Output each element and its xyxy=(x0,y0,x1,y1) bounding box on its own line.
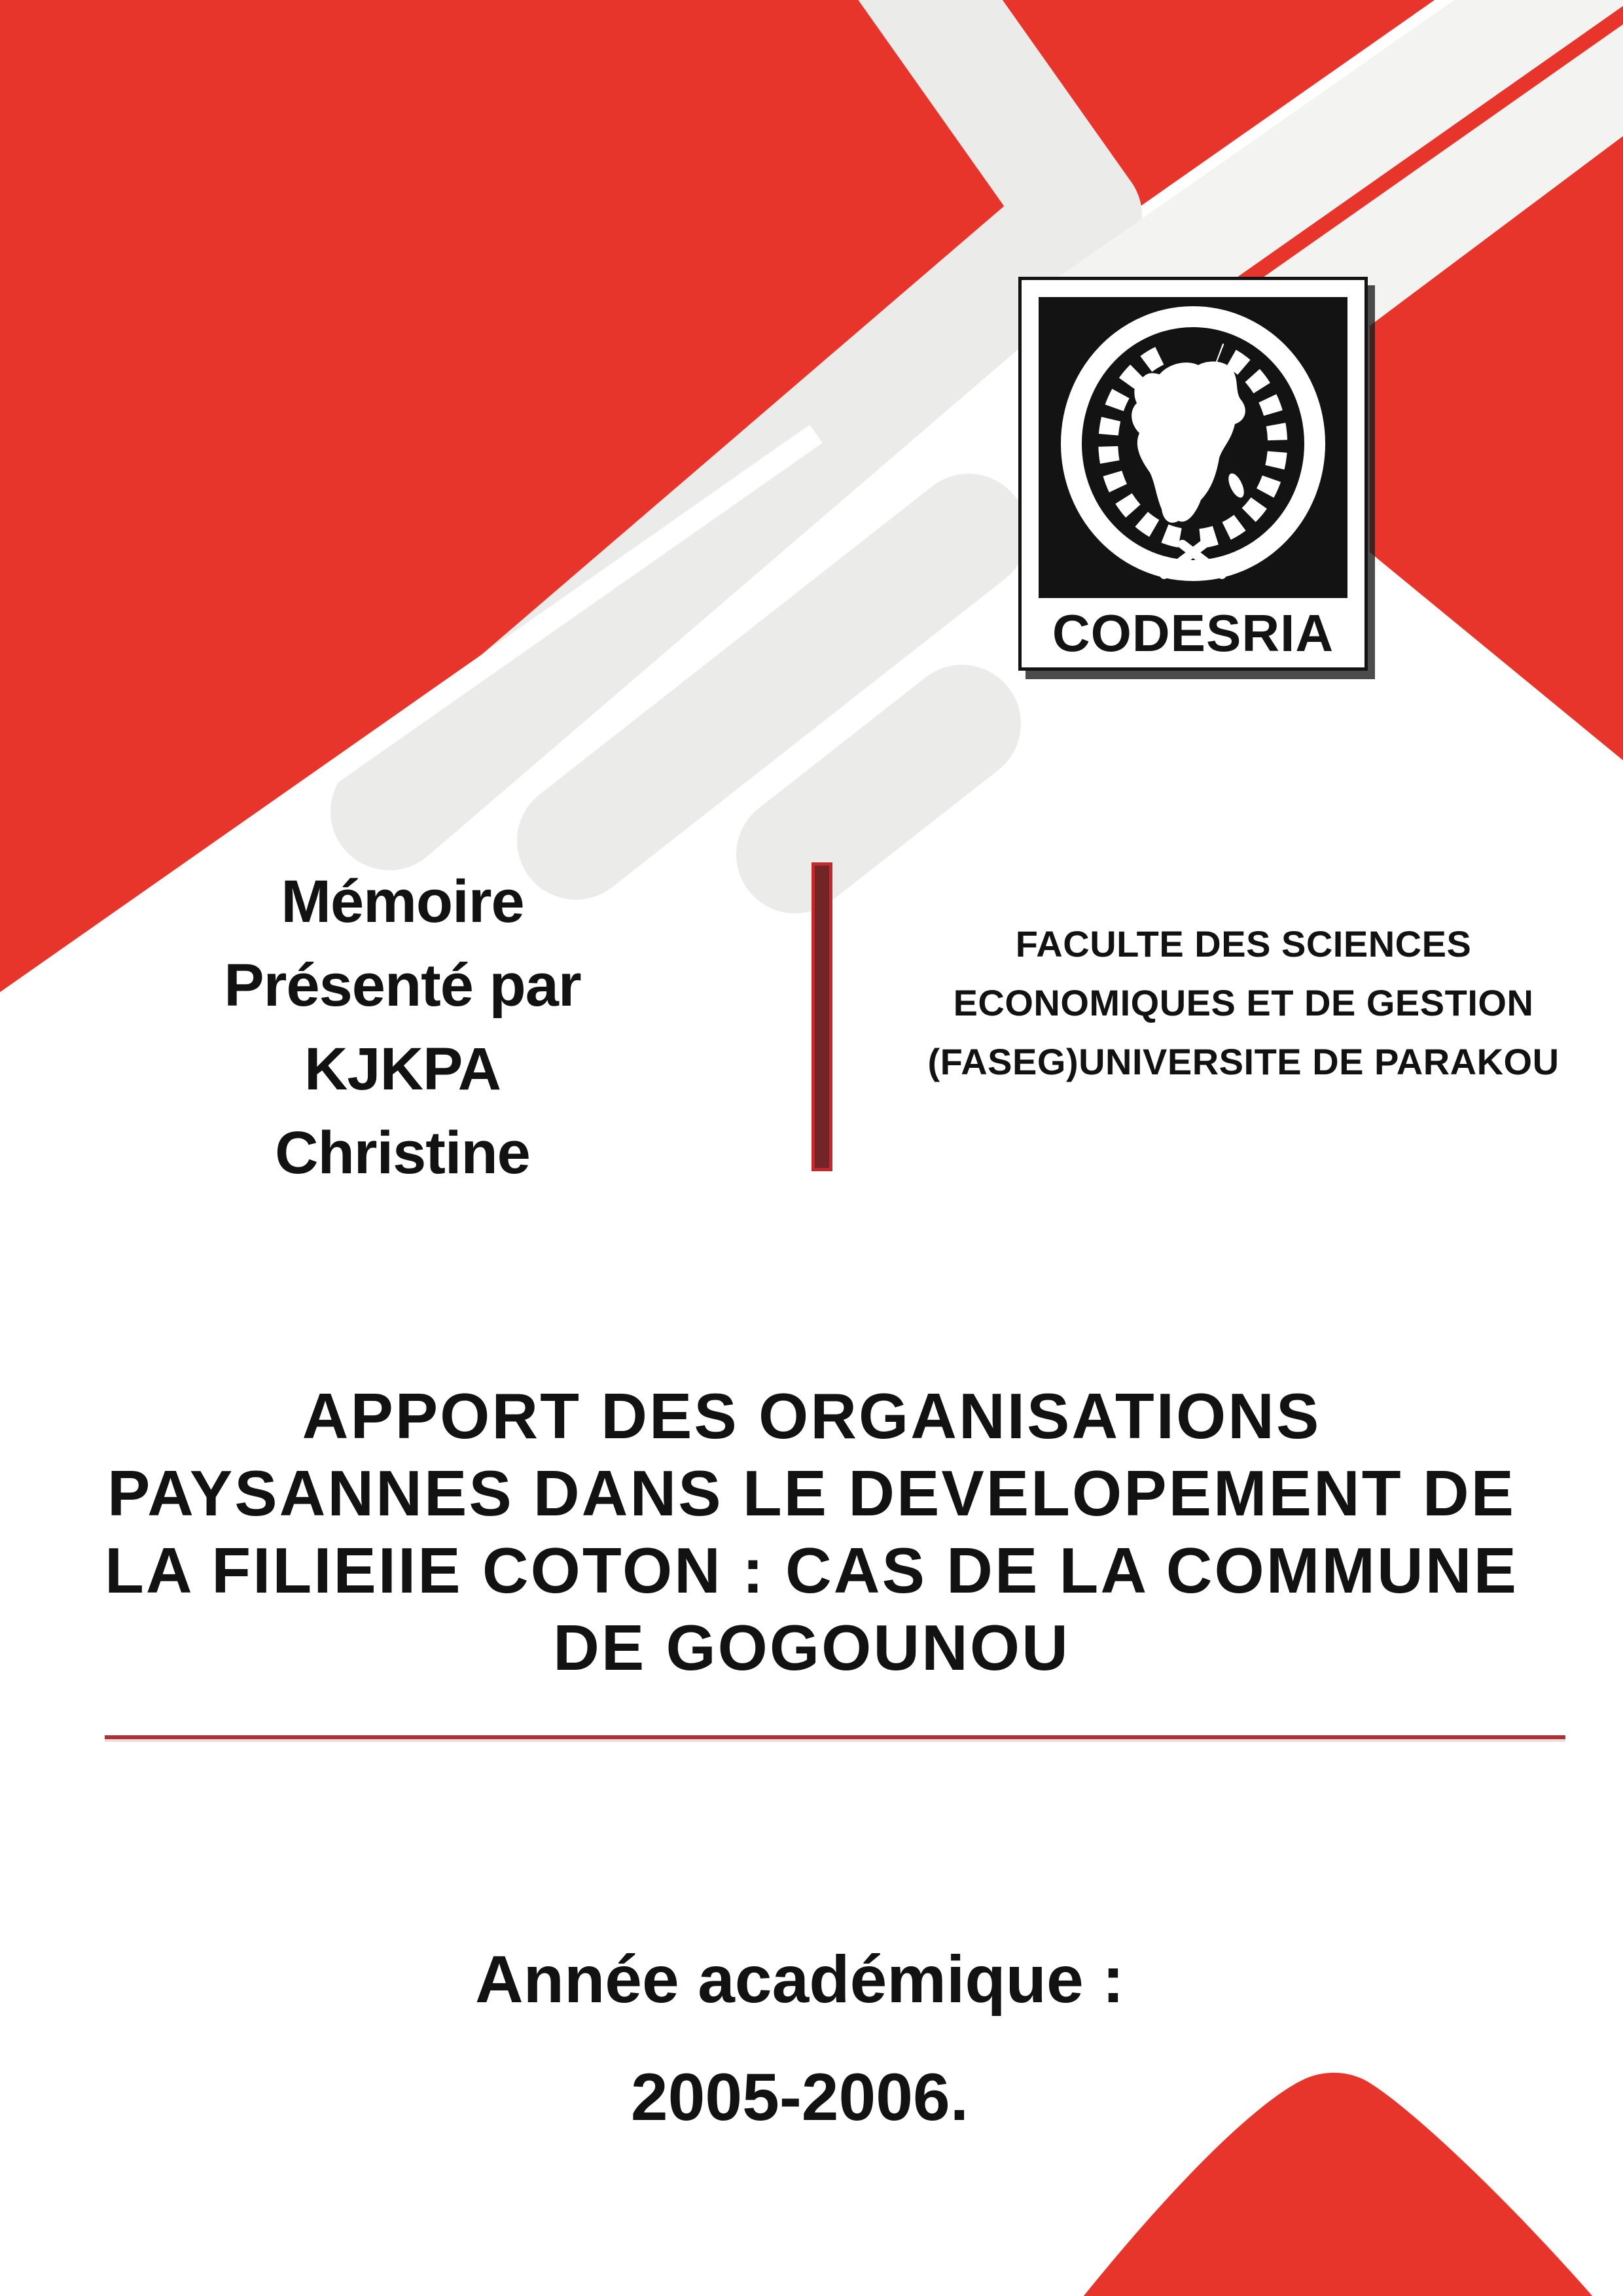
academic-year-value: 2005-2006. xyxy=(630,2060,969,2134)
codesria-logo xyxy=(1018,277,1368,671)
title-line-2: PAYSANNES DANS LE DEVELOPEMENT DE xyxy=(107,1457,1516,1529)
author-line-firstname: Christine xyxy=(275,1120,530,1186)
author-block xyxy=(98,868,707,1186)
institution-line-2: ECONOMIQUES ET DE GESTION xyxy=(953,982,1534,1023)
author-line-presente: Présenté par xyxy=(224,952,581,1019)
title-line-4: DE GOGOUNOU xyxy=(553,1612,1070,1684)
author-line-name: KJKPA xyxy=(304,1036,501,1103)
divider-bar xyxy=(812,862,832,1171)
title-line-3: LA FILIEIIE COTON : CAS DE LA COMMUNE xyxy=(105,1534,1518,1606)
africa-laurel-emblem xyxy=(1039,297,1347,598)
main-title xyxy=(62,1377,1561,1686)
author-line-memoire: Mémoire xyxy=(281,868,524,935)
africa-silhouette xyxy=(1132,362,1245,523)
institution-block xyxy=(890,923,1597,1082)
institution-line-1: FACULTE DES SCIENCES xyxy=(1015,923,1472,964)
madagascar-silhouette xyxy=(1225,471,1247,500)
institution-line-3: (FASEG)UNIVERSITE DE PARAKOU xyxy=(927,1041,1560,1082)
swoosh-stripe-3 xyxy=(795,724,962,855)
separator-rule xyxy=(105,1735,1565,1742)
title-line-1: APPORT DES ORGANISATIONS xyxy=(302,1380,1321,1452)
academic-year-block xyxy=(0,1942,1611,2134)
academic-year-label: Année académique : xyxy=(475,1942,1124,2017)
codesria-wordmark: CODESRIA xyxy=(1052,604,1334,662)
